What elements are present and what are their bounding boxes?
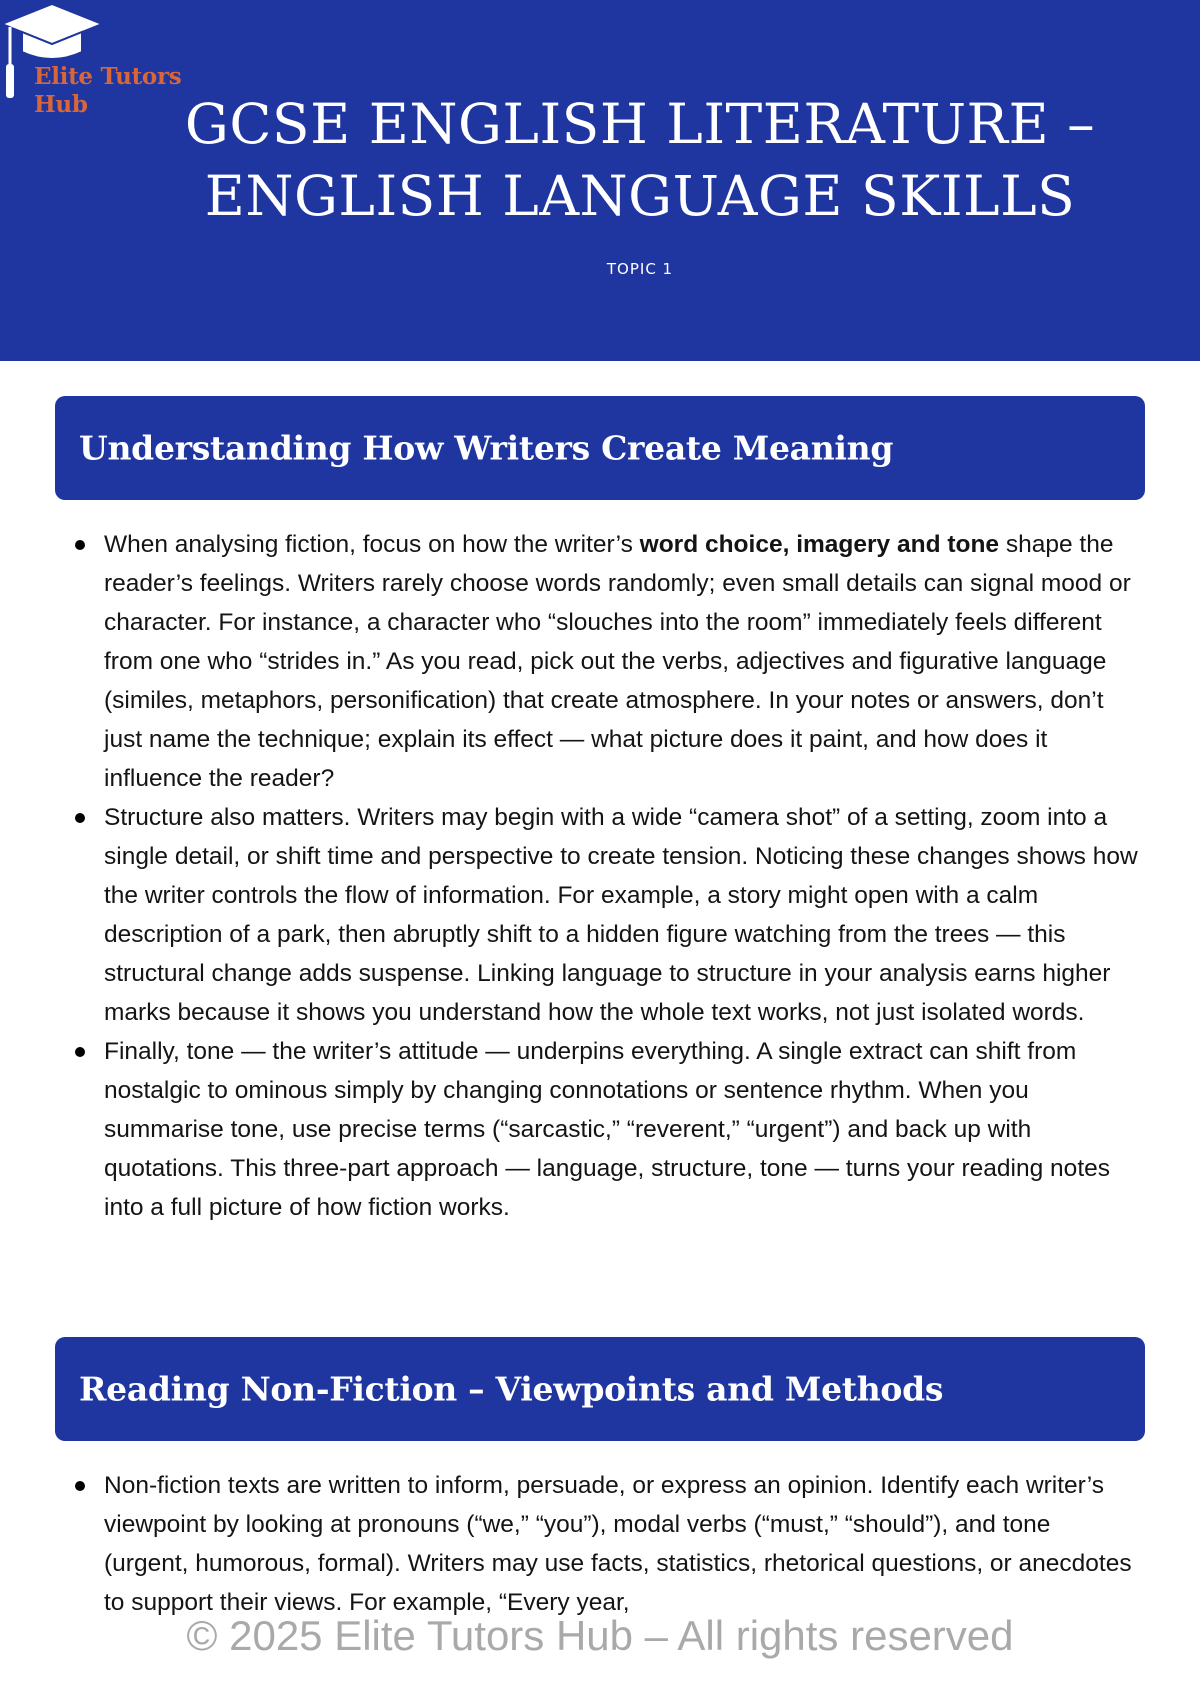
- topic-label: TOPIC 1: [606, 260, 674, 278]
- section-header-writers-meaning: [55, 396, 1145, 500]
- bullet-text: shape the reader’s feelings. Writers rarely choose words randomly; even small details can signal mood or character. For instance, a character who “slouches into the room” immediately feels different from one who “strides in.” As you read, pick out the verbs, adjectives and figurative language (similes, metaphors, personification) that create atmosphere. In your notes or answers, don’t just name the technique; explain its effect — what picture does it paint, and how does it influence the reader?: [104, 531, 1131, 792]
- bullet-list: [0, 525, 1200, 1227]
- bullet-list: [0, 1466, 1200, 1622]
- bullet-text: Non-fiction texts are written to inform, persuade, or express an opinion. Identify each writer’s viewpoint by looking at pronouns (“we,” “you”), modal verbs (“must,” “should”), and tone (urgent, humorous, formal). Writers may use facts, statistics, rhetorical questions, or anecdotes to support their views. For example, “Every year,: [104, 1472, 1132, 1616]
- section-title: Reading Non-Fiction – Viewpoints and Methods: [79, 1369, 944, 1409]
- logo-text: Elite Tutors Hub: [34, 63, 182, 118]
- bullet-icon: [75, 1481, 85, 1491]
- list-item: [0, 798, 1200, 1032]
- list-item: [0, 525, 1200, 798]
- list-item: [0, 1466, 1200, 1622]
- copyright-footer: © 2025 Elite Tutors Hub – All rights reserved: [186, 1612, 1014, 1659]
- bullet-text: Structure also matters. Writers may begin with a wide “camera shot” of a setting, zoom into a single detail, or shift time and perspective to create tension. Noticing these changes shows how the writer controls the flow of information. For example, a story might open with a calm description of a park, then abruptly shift to a hidden figure watching from the trees — this structural change adds suspense. Linking language to structure in your analysis earns higher marks because it shows you understand how the whole text works, not just isolated words.: [104, 804, 1138, 1026]
- header-banner: [0, 0, 1200, 361]
- list-item: [0, 1032, 1200, 1227]
- bullet-icon: [75, 540, 85, 550]
- page-title: GCSE ENGLISH LITERATURE – ENGLISH LANGUAGE SKILLS: [184, 92, 1096, 228]
- bullet-icon: [75, 1047, 85, 1057]
- bullet-bold-text: word choice, imagery and tone: [639, 531, 1000, 558]
- bullet-text: Finally, tone — the writer’s attitude — underpins everything. A single extract can shift from nostalgic to ominous simply by changing connotations or sentence rhythm. When you summarise tone, use precise terms (“sarcastic,” “reverent,” “urgent”) and back up with quotations. This three-part approach — language, structure, tone — turns your reading notes into a full picture of how fiction works.: [104, 1038, 1110, 1221]
- bullet-text: When analysing fiction, focus on how the writer’s: [104, 531, 640, 558]
- section-header-non-fiction: [55, 1337, 1145, 1441]
- bullet-icon: [75, 813, 85, 823]
- section-title: Understanding How Writers Create Meaning: [79, 428, 894, 468]
